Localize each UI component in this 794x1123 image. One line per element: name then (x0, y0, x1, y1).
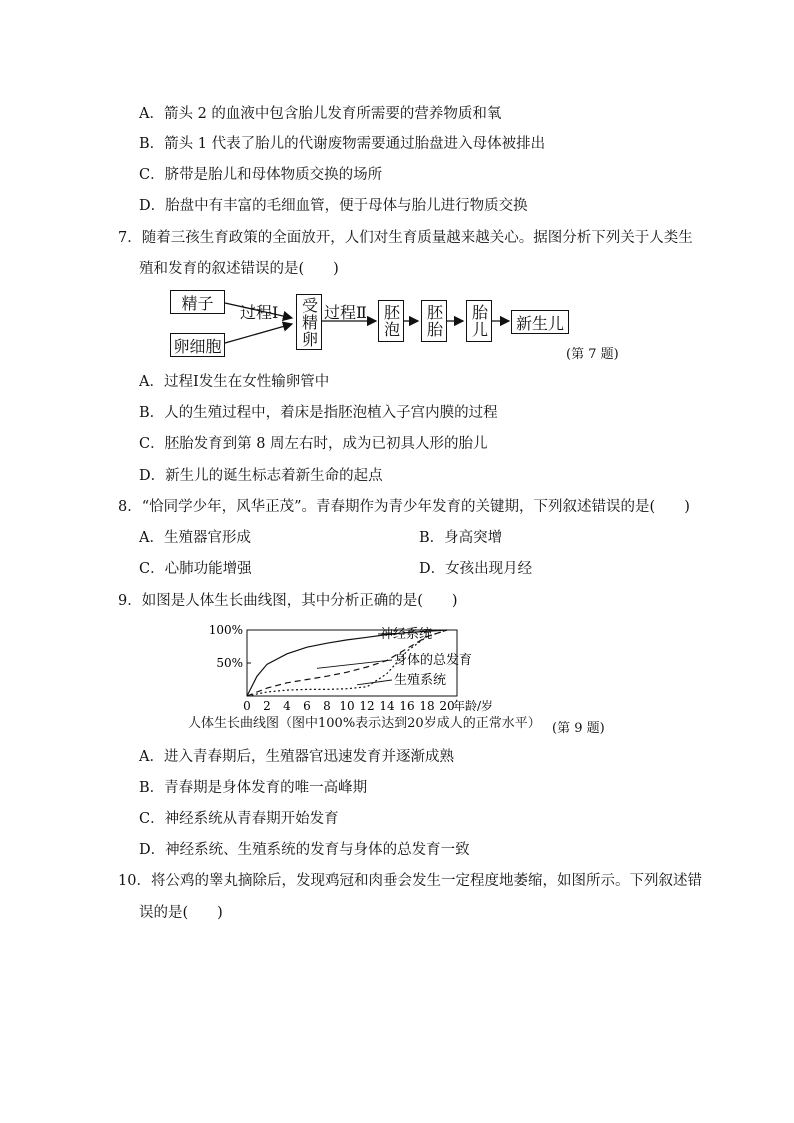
q9-option-b: B．青春期是身体发育的唯一高峰期 (139, 780, 368, 796)
q9-caption: (第 9 题) (552, 721, 605, 736)
growth-chart (200, 620, 520, 716)
q9-stem: 9．如图是人体生长曲线图，其中分析正确的是( ) (118, 593, 458, 609)
q7-option-c: C．胚胎发育到第 8 周左右时，成为已初具人形的胎儿 (139, 436, 488, 452)
legend-leader-1 (317, 660, 392, 668)
q10-stem-line2: 误的是( ) (139, 905, 223, 921)
label-process-1: 过程Ⅰ (240, 303, 279, 322)
q7-stem-line2: 殖和发育的叙述错误的是( ) (139, 261, 339, 277)
legend-label-0: 神经系统 (380, 627, 433, 642)
y-tick-label: 100% (208, 623, 243, 637)
x-tick-label: 10 (339, 699, 355, 713)
q6-option-a: A．箭头 2 的血液中包含胎儿发育所需要的营养物质和氧 (139, 106, 502, 122)
x-tick-label: 16 (399, 699, 415, 713)
x-tick-label: 2 (263, 699, 271, 713)
q8-option-b: B．身高突增 (419, 530, 503, 546)
box-sperm: 精子 (170, 290, 225, 314)
q7-caption: (第 7 题) (566, 347, 619, 362)
label-process-2: 过程Ⅱ (324, 303, 367, 322)
box-egg: 卵细胞 (170, 333, 225, 357)
x-tick-label: 18 (419, 699, 435, 713)
q9-chart-caption: 人体生长曲线图（图中100%表示达到20岁成人的正常水平） (188, 716, 541, 731)
x-tick-label: 8 (323, 699, 331, 713)
x-tick-label: 12 (359, 699, 375, 713)
box-blastocyst: 胚泡 (378, 300, 404, 342)
box-embryo: 胚胎 (421, 300, 447, 342)
q7-option-d: D．新生儿的诞生标志着新生命的起点 (139, 468, 383, 484)
q10-stem-line1: 10．将公鸡的睾丸摘除后，发现鸡冠和肉垂会发生一定程度地萎缩，如图所示。下列叙述错 (118, 873, 702, 889)
x-tick-label: 6 (303, 699, 311, 713)
legend-leader-2 (357, 680, 392, 685)
box-fetus: 胎儿 (466, 300, 492, 342)
q8-option-d: D．女孩出现月经 (419, 561, 533, 577)
legend-label-2: 生殖系统 (394, 673, 447, 688)
x-tick-label: 20 (439, 699, 455, 713)
q7-stem-line1: 7．随着三孩生育政策的全面放开，人们对生育质量越来越关心。据图分析下列关于人类生 (118, 230, 693, 246)
q8-stem: 8．“恰同学少年，风华正茂”。青春期作为青少年发育的关键期，下列叙述错误的是( ) (118, 499, 690, 515)
q8-option-a: A．生殖器官形成 (139, 530, 251, 546)
box-zygote: 受精卵 (296, 294, 322, 350)
q6-option-b: B．箭头 1 代表了胎儿的代谢废物需要通过胎盘进入母体被排出 (139, 136, 546, 152)
box-newborn: 新生儿 (511, 310, 569, 334)
q7-option-b: B．人的生殖过程中，着床是指胚泡植入子宫内膜的过程 (139, 405, 498, 421)
q7-option-a: A．过程Ⅰ发生在女性输卵管中 (139, 374, 330, 390)
y-tick-label: 50% (216, 656, 243, 670)
arrow-egg-to-zygote (225, 324, 292, 343)
q6-option-c: C．脐带是胎儿和母体物质交换的场所 (139, 167, 383, 183)
q9-option-c: C．神经系统从青春期开始发育 (139, 811, 339, 827)
q6-option-d: D．胎盘中有丰富的毛细血管，便于母体与胎儿进行物质交换 (139, 198, 528, 214)
x-tick-label: 14 (379, 699, 395, 713)
q8-option-c: C．心肺功能增强 (139, 561, 252, 577)
q9-option-a: A．进入青春期后，生殖器官迅速发育并逐渐成熟 (139, 749, 454, 765)
legend-label-1: 身体的总发育 (394, 653, 473, 668)
q9-option-d: D．神经系统、生殖系统的发育与身体的总发育一致 (139, 842, 470, 858)
x-axis-label: 年龄/岁 (453, 699, 494, 713)
x-tick-label: 4 (283, 699, 291, 713)
x-tick-label: 0 (243, 699, 251, 713)
